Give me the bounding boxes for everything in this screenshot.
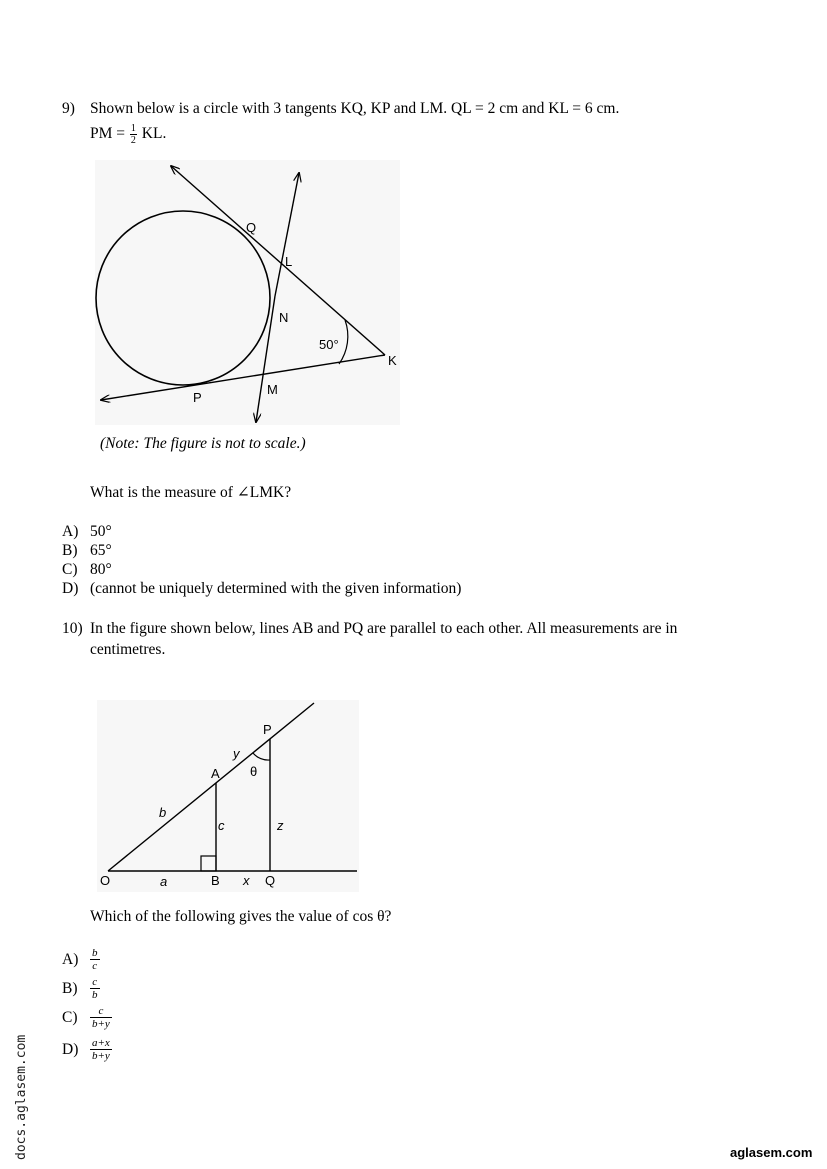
q10-option-c[interactable]	[62, 1005, 112, 1030]
q10-option-d[interactable]	[62, 1037, 112, 1062]
label-z: z	[277, 818, 284, 833]
question-10-statement-line1: In the figure shown below, lines AB and PQ are parallel to each other. All measurements are in	[90, 620, 678, 637]
label-o: O	[100, 873, 111, 888]
pm-prefix: PM =	[90, 125, 126, 143]
pm-suffix: KL.	[141, 125, 167, 143]
figure-background	[97, 700, 359, 892]
option-fraction	[90, 976, 100, 1001]
label-theta: θ	[250, 764, 258, 779]
label-x: x	[243, 873, 250, 888]
option-letter: B)	[62, 542, 78, 559]
q9-option-c[interactable]	[62, 560, 112, 580]
option-fraction	[90, 947, 100, 972]
question-10-statement-line2: centimetres.	[90, 641, 166, 658]
fraction-num: a+x	[92, 1037, 110, 1049]
label-m: M	[267, 382, 278, 397]
fraction-num: c	[90, 1005, 112, 1018]
label-b: b	[159, 805, 167, 820]
figure-background	[95, 160, 400, 425]
pm-fraction-num: 1	[130, 123, 136, 134]
pm-fraction-den: 2	[130, 135, 136, 146]
fraction-den: c	[92, 960, 98, 972]
label-q: Q	[265, 873, 276, 888]
figure-note: (Note: The figure is not to scale.)	[100, 435, 306, 452]
fraction-den: b+y	[92, 1050, 110, 1062]
q9-option-b[interactable]	[62, 541, 112, 561]
pm-fraction	[130, 123, 137, 146]
question-9-statement: Shown below is a circle with 3 tangents KQ, KP and LM. QL = 2 cm and KL = 6 cm.	[90, 100, 620, 117]
q9-option-d[interactable]	[62, 579, 461, 599]
option-text: 50°	[90, 523, 112, 540]
question-9-prompt: What is the measure of ∠LMK?	[90, 484, 292, 501]
circle-tangents-figure	[95, 160, 400, 425]
q9-option-a[interactable]	[62, 522, 112, 542]
question-10-prompt: Which of the following gives the value of cos θ?	[90, 908, 392, 925]
label-b-point: B	[211, 873, 220, 888]
side-watermark: docs.aglasem.com	[14, 1034, 29, 1160]
label-p: P	[193, 390, 202, 405]
triangle-figure	[97, 700, 359, 892]
option-letter: D)	[62, 1040, 79, 1058]
label-c: c	[218, 818, 225, 833]
option-letter: C)	[62, 1008, 78, 1026]
label-angle-50: 50°	[319, 337, 339, 352]
label-k: K	[388, 353, 397, 368]
fraction-den: b	[92, 989, 98, 1001]
option-fraction	[90, 1005, 112, 1030]
question-9-pm-line	[90, 123, 166, 146]
label-n: N	[279, 310, 289, 325]
label-q: Q	[246, 220, 257, 235]
option-letter: A)	[62, 523, 79, 540]
option-text: 65°	[90, 542, 112, 559]
option-letter: B)	[62, 979, 78, 997]
option-fraction	[90, 1037, 112, 1062]
label-a: A	[211, 766, 220, 781]
fraction-den: b+y	[92, 1018, 110, 1030]
q10-option-a[interactable]	[62, 947, 100, 972]
footer-brand: aglasem.com	[730, 1145, 813, 1160]
label-y: y	[233, 746, 240, 761]
label-a-length: a	[160, 874, 168, 889]
q10-option-b[interactable]	[62, 976, 100, 1001]
option-text: (cannot be uniquely determined with the given information)	[90, 580, 462, 597]
label-p: P	[263, 722, 272, 737]
option-letter: A)	[62, 950, 79, 968]
question-10-number: 10)	[62, 620, 83, 637]
question-9-number: 9)	[62, 100, 75, 117]
fraction-num: b	[92, 947, 98, 959]
option-letter: D)	[62, 580, 79, 597]
option-text: 80°	[90, 561, 112, 578]
fraction-num: c	[90, 976, 100, 989]
option-letter: C)	[62, 561, 78, 578]
label-l: L	[285, 254, 293, 269]
